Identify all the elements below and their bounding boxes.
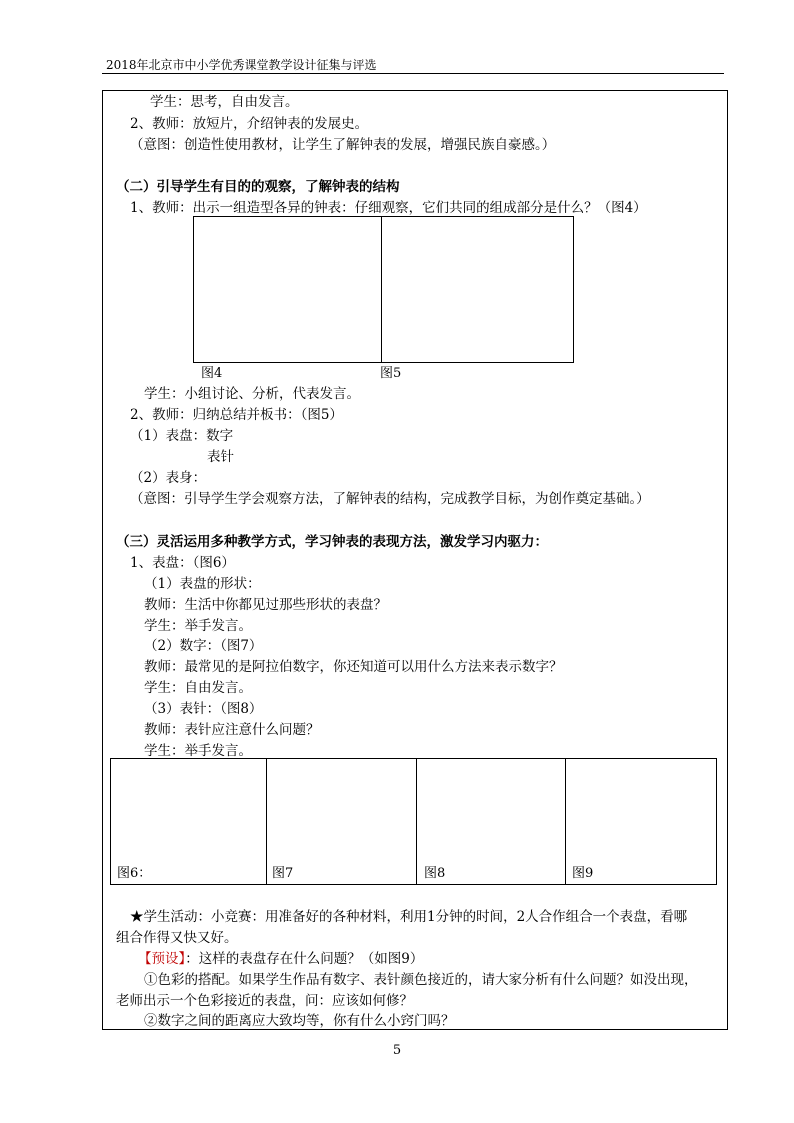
- text-line: ②数字之间的距离应大致均等，你有什么小窍门吗？: [144, 1013, 455, 1029]
- figure-5-caption: 图5: [380, 366, 402, 381]
- header-rule: [102, 73, 724, 74]
- text-line: 老师出示一个色彩接近的表盘，问：应该如何修？: [116, 993, 413, 1009]
- text-line: 学生：自由发言。: [144, 680, 252, 696]
- section-heading-3: （三）灵活运用多种教学方式，学习钟表的表现方法，激发学习内驱力：: [116, 534, 548, 550]
- page-header: 2018年北京市中小学优秀课堂教学设计征集与评选: [106, 58, 377, 72]
- text-line: （3）表针：（图8）: [144, 701, 263, 717]
- figure-7-caption: 图7: [272, 866, 294, 881]
- text-line: 表针: [207, 449, 234, 465]
- text-line: （意图：创造性使用教材，让学生了解钟表的发展，增强民族自豪感。）: [130, 137, 556, 153]
- preset-tag: 【预设】: [138, 951, 186, 967]
- figure-6-caption: 图6：: [117, 866, 152, 881]
- text-line: （意图：引导学生学会观察方法，了解钟表的结构，完成教学目标，为创作奠定基础。）: [130, 491, 650, 507]
- page-number: 5: [392, 1043, 402, 1058]
- text-line: 学生：举手发言。: [144, 743, 252, 759]
- text-line: 教师：最常见的是阿拉伯数字，你还知道可以用什么方法来表示数字？: [144, 659, 563, 675]
- figure-5-box: [381, 216, 574, 363]
- text-line: 学生：举手发言。: [144, 618, 252, 634]
- text-line: 教师：生活中你都见过那些形状的表盘？: [144, 597, 387, 613]
- text-line: 学生：小组讨论、分析，代表发言。: [144, 386, 360, 402]
- text-line: （2）数字：（图7）: [144, 638, 263, 654]
- text-line: 2、教师：放短片，介绍钟表的发展史。: [130, 116, 369, 132]
- preset-text: ：这样的表盘存在什么问题？（如图9）: [185, 951, 424, 967]
- figure-9-caption: 图9: [572, 866, 594, 881]
- figure-8-caption: 图8: [424, 866, 446, 881]
- text-line: （1）表盘的形状：: [144, 576, 261, 592]
- text-line: 组合作得又快又好。: [116, 930, 238, 946]
- text-line: 1、教师：出示一组造型各异的钟表：仔细观察，它们共同的组成部分是什么？（图4）: [130, 200, 647, 216]
- text-line: （2）表身：: [130, 470, 207, 486]
- text-line: ①色彩的搭配。如果学生作品有数字、表针颜色接近的，请大家分析有什么问题？如没出现，: [144, 972, 698, 988]
- preset-line: [138, 950, 423, 968]
- figure-4-box: [193, 216, 382, 363]
- text-line: ★学生活动：小竞赛：用准备好的各种材料，利用1分钟的时间，2人合作组合一个表盘，看哪: [130, 909, 688, 925]
- section-heading-2: （二）引导学生有目的的观察，了解钟表的结构: [116, 179, 400, 195]
- text-line: 学生：思考，自由发言。: [150, 94, 299, 110]
- text-line: （1）表盘：数字: [130, 428, 234, 444]
- text-line: 2、教师：归纳总结并板书：（图5）: [130, 407, 343, 423]
- text-line: 1、表盘：（图6）: [130, 555, 235, 571]
- figure-4-caption: 图4: [201, 366, 223, 381]
- text-line: 教师：表针应注意什么问题？: [144, 722, 320, 738]
